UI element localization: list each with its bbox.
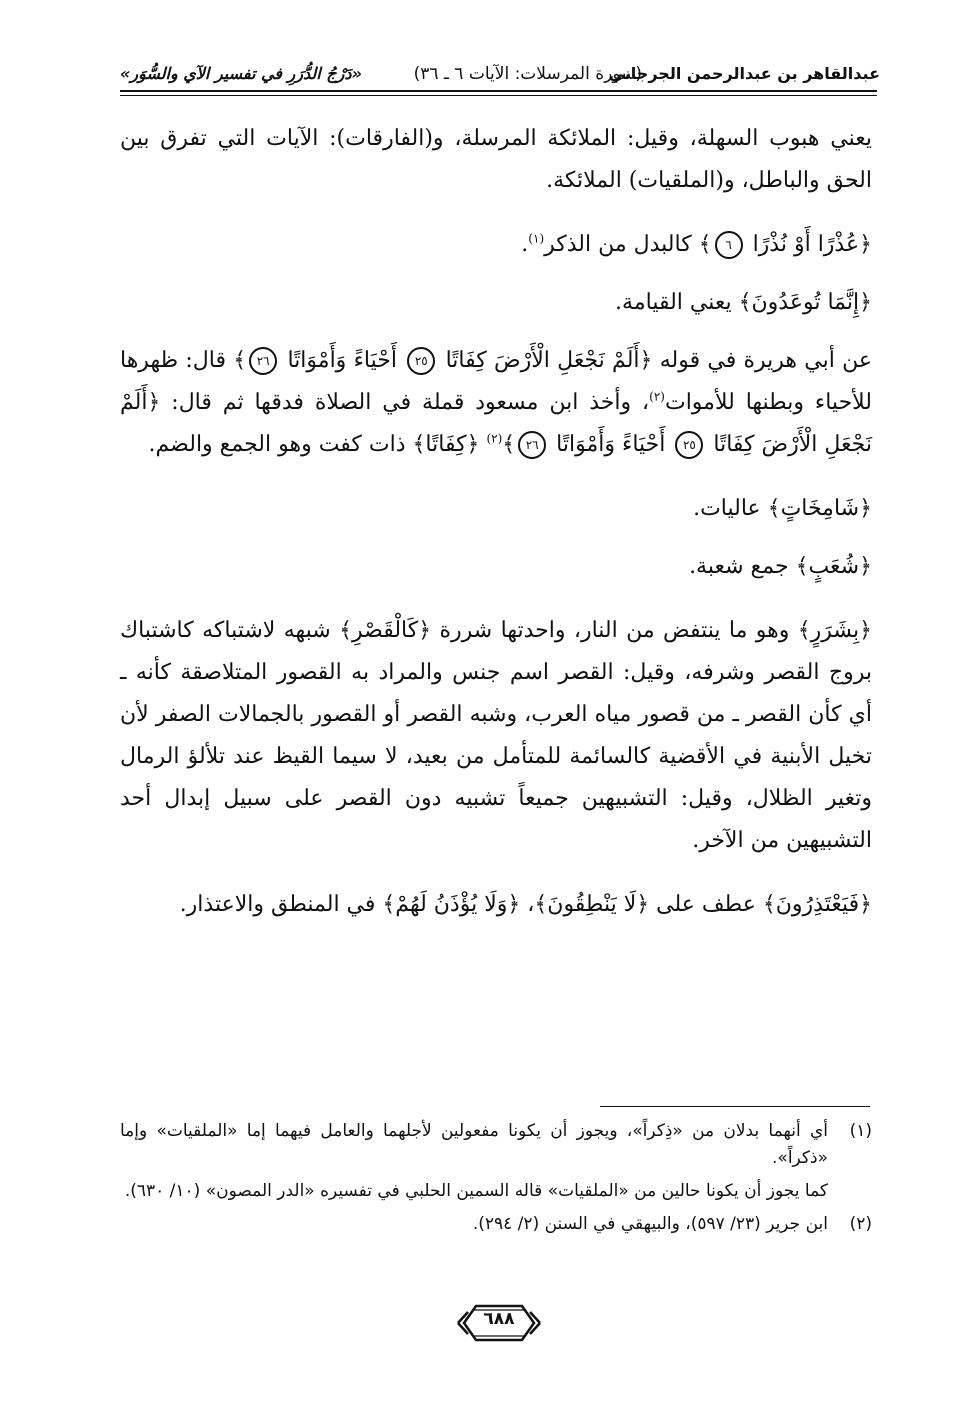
footnote-1: [120, 1118, 872, 1172]
paragraph-5: [120, 488, 872, 530]
quran-quote: أَحْيَاءً وَأَمْوَاتًا: [287, 348, 397, 373]
quran-quote: ﴿لَا يَنْطِقُونَ﴾: [534, 892, 650, 917]
quran-quote: ﴿إِنَّمَا تُوعَدُونَ﴾: [738, 290, 872, 315]
running-header: [120, 60, 880, 90]
header-surah-range: (سورة المرسلات: الآيات ٦ ـ ٣٦): [413, 64, 642, 84]
footnote-text: أي أنهما بدلان من «ذِكراً»، ويجوز أن يكونا مفعولين لأجلهما والعامل فيهما إما «الملقيات» وإما «ذكراً».: [120, 1121, 828, 1168]
quran-quote: ﴿كِفَاتًا﴾: [412, 432, 480, 457]
paragraph-7: [120, 610, 872, 862]
footnote-number: (٢): [849, 1214, 872, 1234]
footnote-ref: (١): [528, 231, 545, 246]
header-rule-thick: [120, 90, 877, 92]
header-author: عبدالقاهر بن عبدالرحمن الجرجاني: [608, 64, 880, 83]
page-number-ornament: [454, 1298, 544, 1348]
paragraph-text: جمع شعبة.: [689, 554, 789, 579]
quran-quote: ﴿أَلَمْ نَجْعَلِ الْأَرْضَ كِفَاتًا: [120, 390, 872, 457]
footnote-1-continuation: كما يجوز أن يكونا حالين من «الملقيات» قاله السمين الحلبي في تفسيره «الدر المصون» (١٠/ ٦٣٠).: [124, 1181, 828, 1201]
quran-quote: ﴿عُذْرًا أَوْ نُذْرًا: [752, 232, 872, 257]
quran-quote: أَحْيَاءً وَأَمْوَاتًا: [556, 432, 666, 457]
footnote-number: (١): [849, 1121, 872, 1141]
verse-number-marker: ٦: [715, 231, 743, 259]
paragraph-text: عطف على: [656, 892, 756, 917]
quran-quote: ﴿فَيَعْتَذِرُونَ﴾: [762, 892, 872, 917]
verse-number-marker: ٢٥: [407, 347, 435, 375]
quran-quote: ﴿وَلَا يُؤْذَنُ لَهُمْ﴾: [382, 892, 521, 917]
verse-number-marker: ٢٦: [249, 347, 277, 375]
paragraph-text: كالبدل من الذكر: [544, 232, 692, 257]
header-rule-thin: [120, 95, 877, 96]
paragraph-1: يعني هبوب السهلة، وقيل: الملائكة المرسلة، و(الفارقات): الآيات التي تفرق بين الحق والباطل، و(الملقيات) الملائكة.: [120, 126, 872, 193]
paragraph-text: عاليات.: [693, 496, 761, 521]
paragraph-6: [120, 546, 872, 588]
paragraph-text: ،: [527, 892, 535, 917]
footnote-ref: (٢): [649, 389, 665, 404]
quran-quote: ﴿بِشَرَرٍ﴾: [797, 618, 873, 643]
verse-number-marker: ٢٥: [675, 431, 703, 459]
paragraph-text: في المنطق والاعتذار.: [179, 892, 376, 917]
quote-close: ﴾: [233, 348, 247, 373]
main-text: [120, 118, 872, 948]
paragraph-text: ، وأخذ ابن مسعود قملة في الصلاة فدقها ثم قال:: [171, 390, 650, 415]
footnote-text: ابن جرير (٢٣/ ٥٩٧)، والبيهقي في السنن (٢/ ٢٩٤).: [472, 1214, 828, 1234]
page-number: ٦٨٨: [483, 1309, 515, 1329]
quote-close: ﴾: [698, 232, 712, 257]
paragraph-text: ذات كفت وهو الجمع والضم.: [148, 432, 406, 457]
footnote-ref: (٢): [486, 431, 503, 446]
header-book-title: «دَرْجُ الدُّرَرِ في تفسير الآي والسُّوَر»: [120, 64, 362, 83]
quran-quote: ﴿أَلَمْ نَجْعَلِ الْأَرْضَ كِفَاتًا: [445, 348, 653, 373]
quran-quote: ﴿كَالْقَصْرِ﴾: [339, 618, 432, 643]
paragraph-8: [120, 884, 872, 926]
quran-quote: ﴿شُعَبٍ﴾: [795, 554, 872, 579]
quote-close: ﴾: [502, 432, 516, 457]
paragraph-text: وهو ما ينتفض من النار، واحدتها شررة: [439, 618, 790, 643]
paragraph-2: [120, 224, 872, 266]
verse-number-marker: ٢٦: [518, 431, 546, 459]
paragraph-text: عن أبي هريرة في قوله: [659, 348, 873, 373]
paragraph-3: [120, 282, 872, 324]
footnote-separator: [600, 1106, 870, 1107]
footnotes: [120, 1118, 872, 1244]
paragraph-text: قال: ظهرها للأحياء وبطنها للأموات: [120, 348, 872, 415]
paragraph-end: .: [521, 232, 529, 257]
quran-quote: ﴿شَامِخَاتٍ﴾: [767, 496, 872, 521]
footnote-2: [120, 1211, 872, 1238]
paragraph-text: شبهه لاشتباكه كاشتباك بروج القصر وشرفه، وقيل: القصر اسم جنس والمراد به القصور المتلاصقة كأنه ـ أي كأن القصر ـ من قصور مياه العرب، وشبه القصر أو القصور بالجمالات الصفر لأن تخيل الأبنية في الأقضية كالسائمة للمتأمل من بعيد، لا سيما القيظ عند تلألؤ الرمال وتغير الظلال، وقيل: التشبيهين جميعاً تشبيه دون القصر على سبيل إبدال أحد التشبيهين من الآخر.: [120, 618, 872, 853]
paragraph-text: يعني القيامة.: [615, 290, 732, 315]
paragraph-4: [120, 340, 872, 466]
